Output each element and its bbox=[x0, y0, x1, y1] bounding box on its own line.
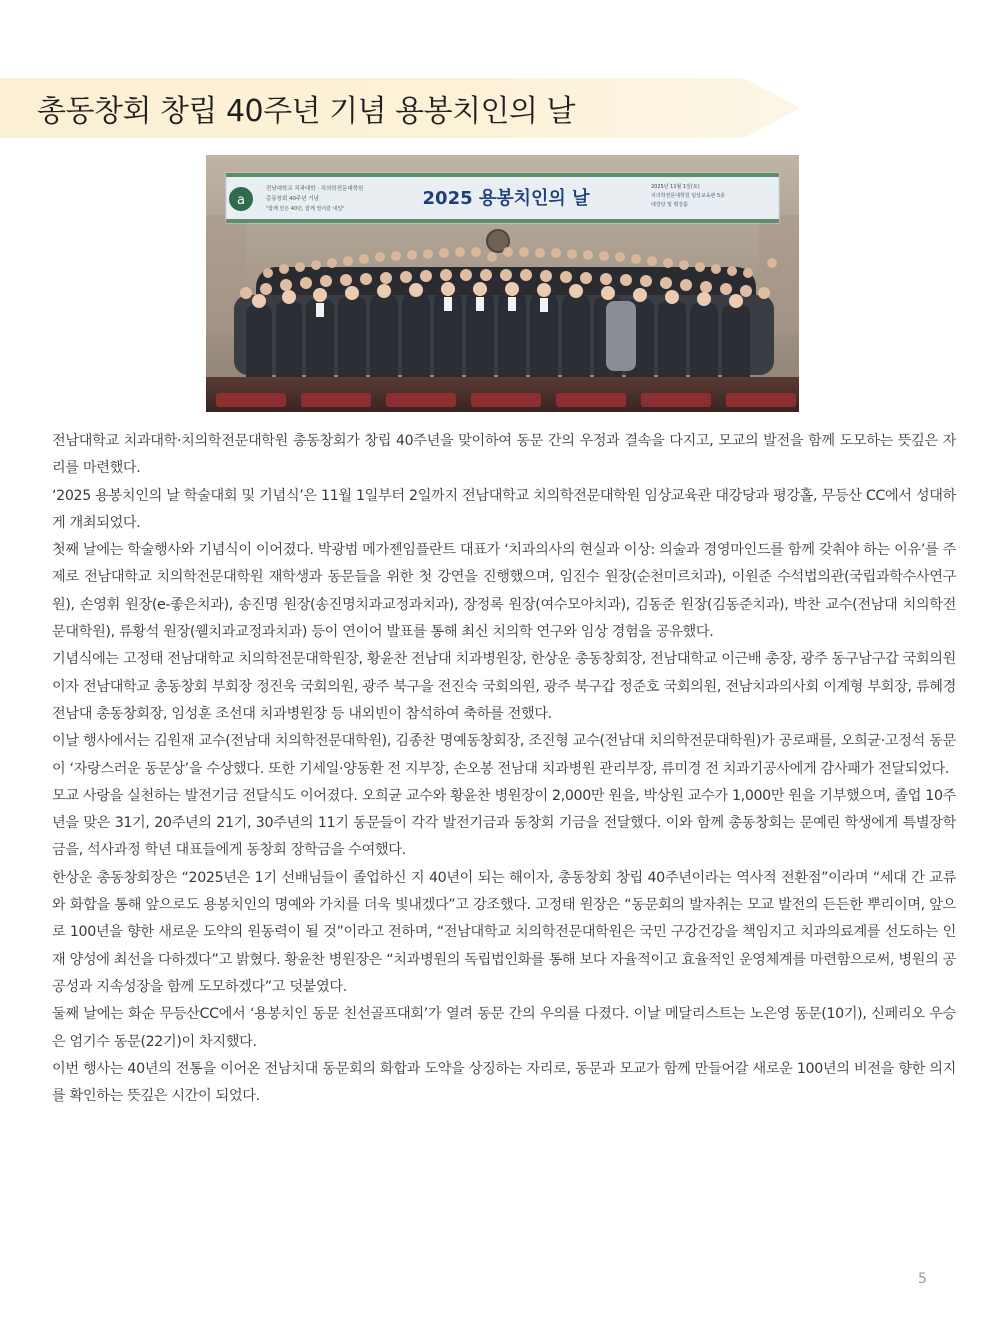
crowd bbox=[234, 247, 777, 385]
paragraph: 둘째 날에는 화순 무등산CC에서 ‘용봉치인 동문 친선골프대회’가 열려 동문 간의 우의를 다졌다. 이날 메달리스트는 노은영 동문(10기), 신페리오 우승은 엄기수 동문(22기)이 차지했다. bbox=[52, 1006, 956, 1050]
paragraph: 기념식에는 고정태 전남대학교 치의학전문대학원장, 황윤찬 전남대 치과병원장, 한상운 총동창회장, 전남대학교 이근배 총장, 광주 동구남구갑 국회의원이자 전남대학교 총동창회 부회장 정진욱 국회의원, 광주 북구을 전진숙 국회의원, 광주 북구갑 정준호 국회의원, 전남치과의사회 이계형 부회장, 류혜경 전남대 총동창회장, 임성훈 조선대 치과병원장 등 내외빈이 참석하여 축하를 전했다. bbox=[52, 651, 956, 722]
paragraph: 전남대학교 치과대학·치의학전문대학원 총동창회가 창립 40주년을 맞이하여 동문 간의 우정과 결속을 다지고, 모교의 발전을 함께 도모하는 뜻깊은 자리를 마련했다. bbox=[52, 433, 956, 477]
paragraph: 모교 사랑을 실천하는 발전기금 전달식도 이어졌다. 오희균 교수와 황윤찬 병원장이 2,000만 원을, 박상원 교수가 1,000만 원을 기부했으며, 졸업 10주년을 맞은 31기, 20주년의 21기, 30주년의 11기 동문들이 각각 발전기금과 동창회 기금을 전달했다. 이와 함께 총동창회는 문예린 학생에게 특별장학금을, 석사과정 학년 대표들에게 동창회 장학금을 수여했다. bbox=[52, 787, 956, 859]
paragraph: 이번 행사는 40년의 전통을 이어온 전남치대 동문회의 화합과 도약을 상징하는 자리로, 동문과 모교가 함께 만들어갈 새로운 100년의 비전을 향한 의지를 확인하는 뜻깊은 시간이 되었다. bbox=[52, 1060, 956, 1105]
banner-left-line-1: 전남대학교 치과대학 · 치의학전문대학원 bbox=[266, 186, 364, 192]
banner-left-line-3: "함께 만든 40년, 함께 열어갈 내일" bbox=[266, 206, 345, 212]
banner-title: 2025 용봉치인의 날 bbox=[422, 188, 590, 209]
svg-text:a: a bbox=[237, 193, 245, 208]
paragraph: 첫째 날에는 학술행사와 기념식이 이어졌다. 박광범 메가젠임플란트 대표가 ‘치과의사의 현실과 이상: 의술과 경영마인드를 함께 갖춰야 하는 이유’를 주제로 전남대학교 치의학전문대학원 재학생과 동문들을 위한 첫 강연을 진행했으며, 임진수 원장(순천미르치과), 이원준 수석법의관(국립과학수사연구원), 손영휘 원장(e-좋은치과), 송진명 원장(송진명치과교정과치과), 장정록 원장(여수모아치과), 김동준 원장(김동준치과), 박찬 교수(전남대 치의학전문대학원), 류황석 원장(웰치과교정과치과) 등이 연이어 발표를 통해 최신 치의학 연구와 임상 경험을 공유했다. bbox=[52, 542, 956, 641]
page-number: 5 bbox=[918, 1271, 927, 1287]
banner-right-line-2: 치의학전문대학원 임상교육관 5층 bbox=[651, 193, 725, 199]
page-title: 총동창회 창립 40주년 기념 용봉치인의 날 bbox=[37, 94, 576, 129]
article-body bbox=[52, 428, 956, 1110]
banner-right-line-1: 2025년 11월 1일(토) bbox=[651, 184, 700, 190]
group-photo bbox=[206, 155, 799, 412]
banner-right-line-3: 대강당 및 평강홀 bbox=[651, 202, 688, 208]
paragraph: 한상운 총동창회장은 “2025년은 1기 선배님들이 졸업하신 지 40년이 되는 해이자, 총동창회 창립 40주년이라는 역사적 전환점”이라며 “세대 간 교류와 화합을 통해 앞으로도 용봉치인의 명예와 가치를 더욱 빛내겠다”고 강조했다. 고정태 원장은 “동문회의 발자취는 모교 발전의 든든한 뿌리이며, 앞으로 100년을 향한 새로운 도약의 원동력이 될 것”이라고 전하며, “전남대학교 치의학전문대학원은 국민 구강건강을 책임지고 치과의료계를 선도하는 인재 양성에 최선을 다하겠다”고 밝혔다. 황윤찬 병원장은 “치과병원의 독립법인화를 통해 보다 자율적이고 효율적인 운영체계를 마련함으로써, 병원의 공공성과 지속성장을 함께 도모하겠다”고 덧붙였다. bbox=[52, 869, 956, 995]
paragraph: 이날 행사에서는 김원재 교수(전남대 치의학전문대학원), 김종찬 명예동창회장, 조진형 교수(전남대 치의학전문대학원)가 공로패를, 오희균·고정석 동문이 ‘자랑스러운 동문상’을 수상했다. 또한 기세일·양동환 전 지부장, 손오봉 전남대 치과병원 관리부장, 류미경 전 치과기공사에게 감사패가 전달되었다. bbox=[52, 733, 956, 777]
banner-left-line-2: 총동창회 40주년 기념 bbox=[266, 196, 319, 202]
paragraph: ‘2025 용봉치인의 날 학술대회 및 기념식’은 11월 1일부터 2일까지 전남대학교 치의학전문대학원 임상교육관 대강당과 평강홀, 무등산 CC에서 성대하게 개최되었다. bbox=[52, 487, 956, 531]
